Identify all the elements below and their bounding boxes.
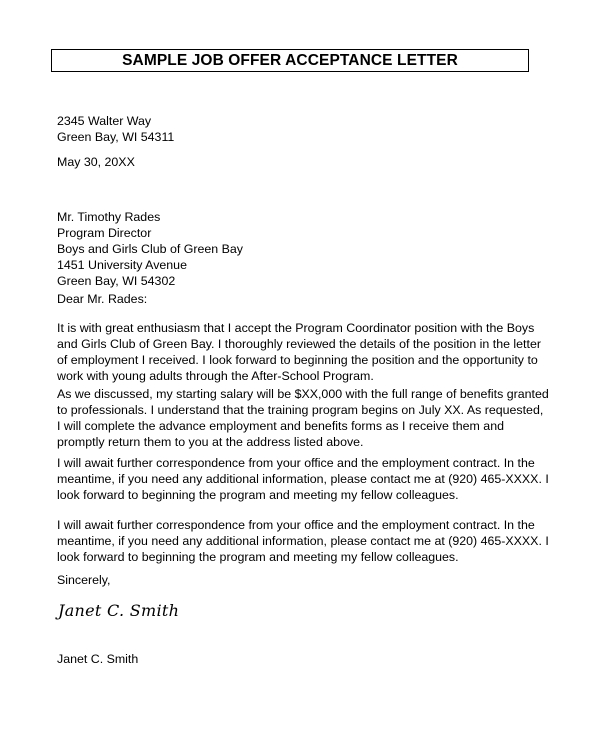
paragraph-2: [57, 386, 549, 450]
paragraph-line: I will complete the advance employment and benefits forms as I receive them and: [57, 419, 504, 433]
recipient-address: [57, 209, 243, 289]
letter-date: [57, 154, 135, 170]
salutation: [57, 291, 147, 307]
recipient-line: 1451 University Avenue: [57, 258, 187, 272]
date-text: May 30, 20XX: [57, 155, 135, 169]
letter-title: SAMPLE JOB OFFER ACCEPTANCE LETTER: [122, 51, 458, 69]
recipient-line: Mr. Timothy Rades: [57, 210, 161, 224]
paragraph-line: meantime, if you need any additional information, please contact me at (920) 465-XXXX. I: [57, 472, 549, 486]
closing: [57, 572, 110, 588]
recipient-line: Green Bay, WI 54302: [57, 274, 176, 288]
title-box: [51, 49, 529, 72]
paragraph-line: work with young adults through the After-School Program.: [57, 369, 374, 383]
paragraph-1: [57, 320, 541, 384]
salutation-text: Dear Mr. Rades:: [57, 292, 148, 306]
paragraph-line: meantime, if you need any additional information, please contact me at (920) 465-XXXX. I: [57, 534, 549, 548]
paragraph-line: As we discussed, my starting salary will be $XX,000 with the full range of benefits granted: [57, 387, 549, 401]
sender-address-line: 2345 Walter Way: [57, 114, 152, 128]
paragraph-line: look forward to beginning the program and meeting my fellow colleagues.: [57, 550, 459, 564]
paragraph-line: and Girls Club of Green Bay. I thoroughly reviewed the details of the position in the letter: [57, 337, 541, 351]
paragraph-3: [57, 455, 549, 503]
sender-address-line: Green Bay, WI 54311: [57, 130, 175, 144]
signer-name-text: Janet C. Smith: [57, 652, 139, 666]
paragraph-4: [57, 517, 549, 565]
sender-address: [57, 113, 174, 145]
paragraph-line: I will await further correspondence from your office and the employment contract. In the: [57, 456, 535, 470]
signer-name: [57, 651, 138, 667]
recipient-line: Boys and Girls Club of Green Bay: [57, 242, 243, 256]
paragraph-line: of employment I received. I look forward to beginning the position and the opportunity to: [57, 353, 538, 367]
recipient-line: Program Director: [57, 226, 152, 240]
paragraph-line: It is with great enthusiasm that I accept the Program Coordinator position with the Boys: [57, 321, 535, 335]
paragraph-line: to professionals. I understand that the training program begins on July XX. As requested,: [57, 403, 544, 417]
paragraph-line: look forward to beginning the program and meeting my fellow colleagues.: [57, 488, 459, 502]
closing-text: Sincerely,: [57, 573, 111, 587]
paragraph-line: I will await further correspondence from your office and the employment contract. In the: [57, 518, 535, 532]
handwritten-signature: Janet C. Smith: [58, 601, 180, 620]
paragraph-line: promptly return them to you at the address listed above.: [57, 435, 364, 449]
